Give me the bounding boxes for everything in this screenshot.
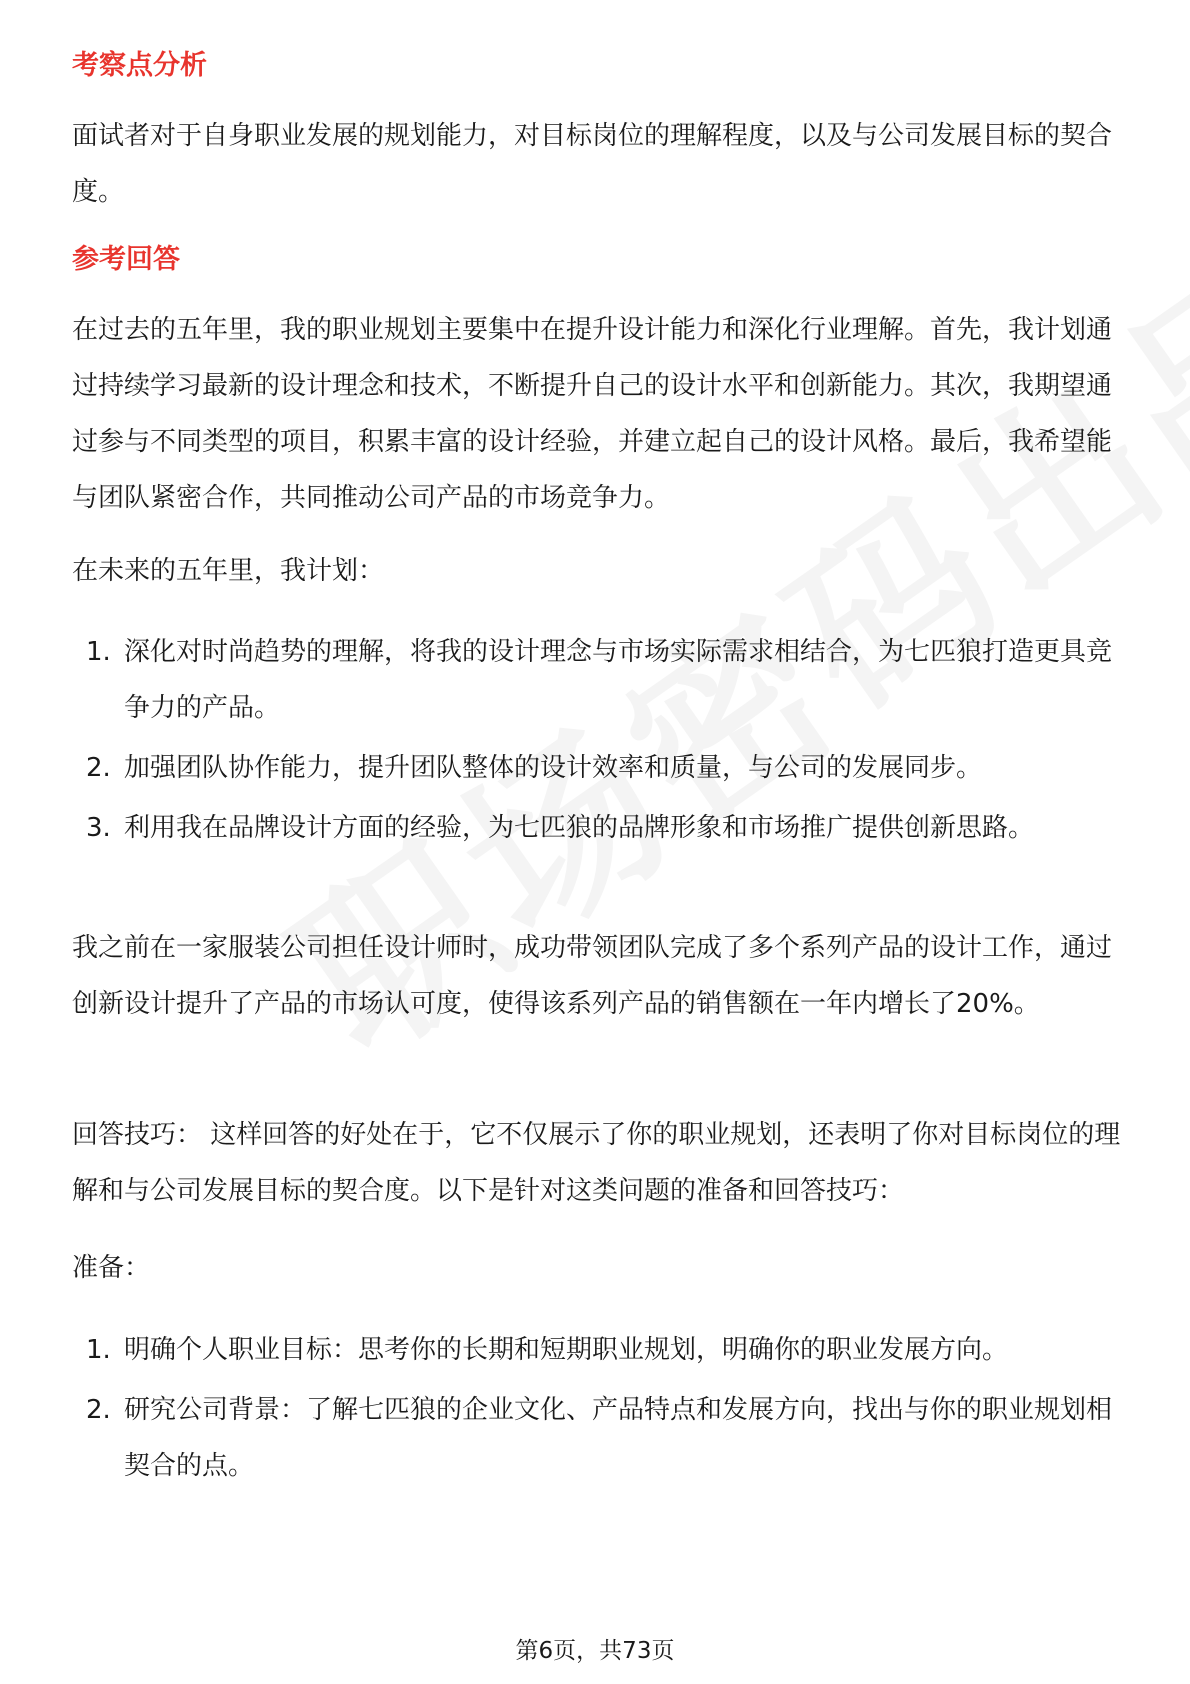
- answer-paragraph-2: 在未来的五年里，我计划：: [72, 556, 385, 586]
- list-number: 2.: [86, 753, 111, 783]
- list-text: 深化对时尚趋势的理解，将我的设计理念与市场实际需求相结合，为七匹狼打造更具竞争力的产品。: [124, 637, 1113, 723]
- list-item: [72, 1382, 1122, 1494]
- tips-paragraph: 回答技巧： 这样回答的好处在于，它不仅展示了你的职业规划，还表明了你对目标岗位的理解和与公司发展目标的契合度。以下是针对这类问题的准备和回答技巧：: [72, 1120, 1121, 1206]
- list-number: 3.: [86, 813, 111, 843]
- list-number: 1.: [86, 1335, 111, 1365]
- list-item: [72, 624, 1122, 736]
- prep-heading: 准备：: [72, 1253, 151, 1283]
- list-item: [72, 800, 1122, 856]
- page-number: 第6页，共73页: [515, 1638, 675, 1664]
- answer-paragraph-3: 我之前在一家服装公司担任设计师时，成功带领团队完成了多个系列产品的设计工作，通过创新设计提升了产品的市场认可度，使得该系列产品的销售额在一年内增长了20%。: [72, 933, 1113, 1019]
- analysis-heading: 考察点分析: [72, 50, 207, 81]
- list-item: [72, 740, 1122, 796]
- list-text: 研究公司背景：了解七匹狼的企业文化、产品特点和发展方向，找出与你的职业规划相契合的点。: [124, 1395, 1113, 1481]
- answer-paragraph-1: 在过去的五年里，我的职业规划主要集中在提升设计能力和深化行业理解。首先，我计划通过持续学习最新的设计理念和技术，不断提升自己的设计水平和创新能力。其次，我期望通过参与不同类型的项目，积累丰富的设计经验，并建立起自己的设计风格。最后，我希望能与团队紧密合作，共同推动公司产品的市场竞争力。: [72, 315, 1113, 513]
- plan-list: [72, 624, 1122, 860]
- list-text: 加强团队协作能力，提升团队整体的设计效率和质量，与公司的发展同步。: [124, 753, 983, 783]
- list-text: 利用我在品牌设计方面的经验，为七匹狼的品牌形象和市场推广提供创新思路。: [124, 813, 1035, 843]
- analysis-paragraph: 面试者对于自身职业发展的规划能力，对目标岗位的理解程度，以及与公司发展目标的契合度。: [72, 121, 1113, 207]
- list-number: 1.: [86, 637, 111, 667]
- answer-heading: 参考回答: [72, 244, 180, 275]
- list-item: [72, 1322, 1122, 1378]
- list-text: 明确个人职业目标：思考你的长期和短期职业规划，明确你的职业发展方向。: [124, 1335, 1009, 1365]
- prep-list: [72, 1322, 1122, 1498]
- list-number: 2.: [86, 1395, 111, 1425]
